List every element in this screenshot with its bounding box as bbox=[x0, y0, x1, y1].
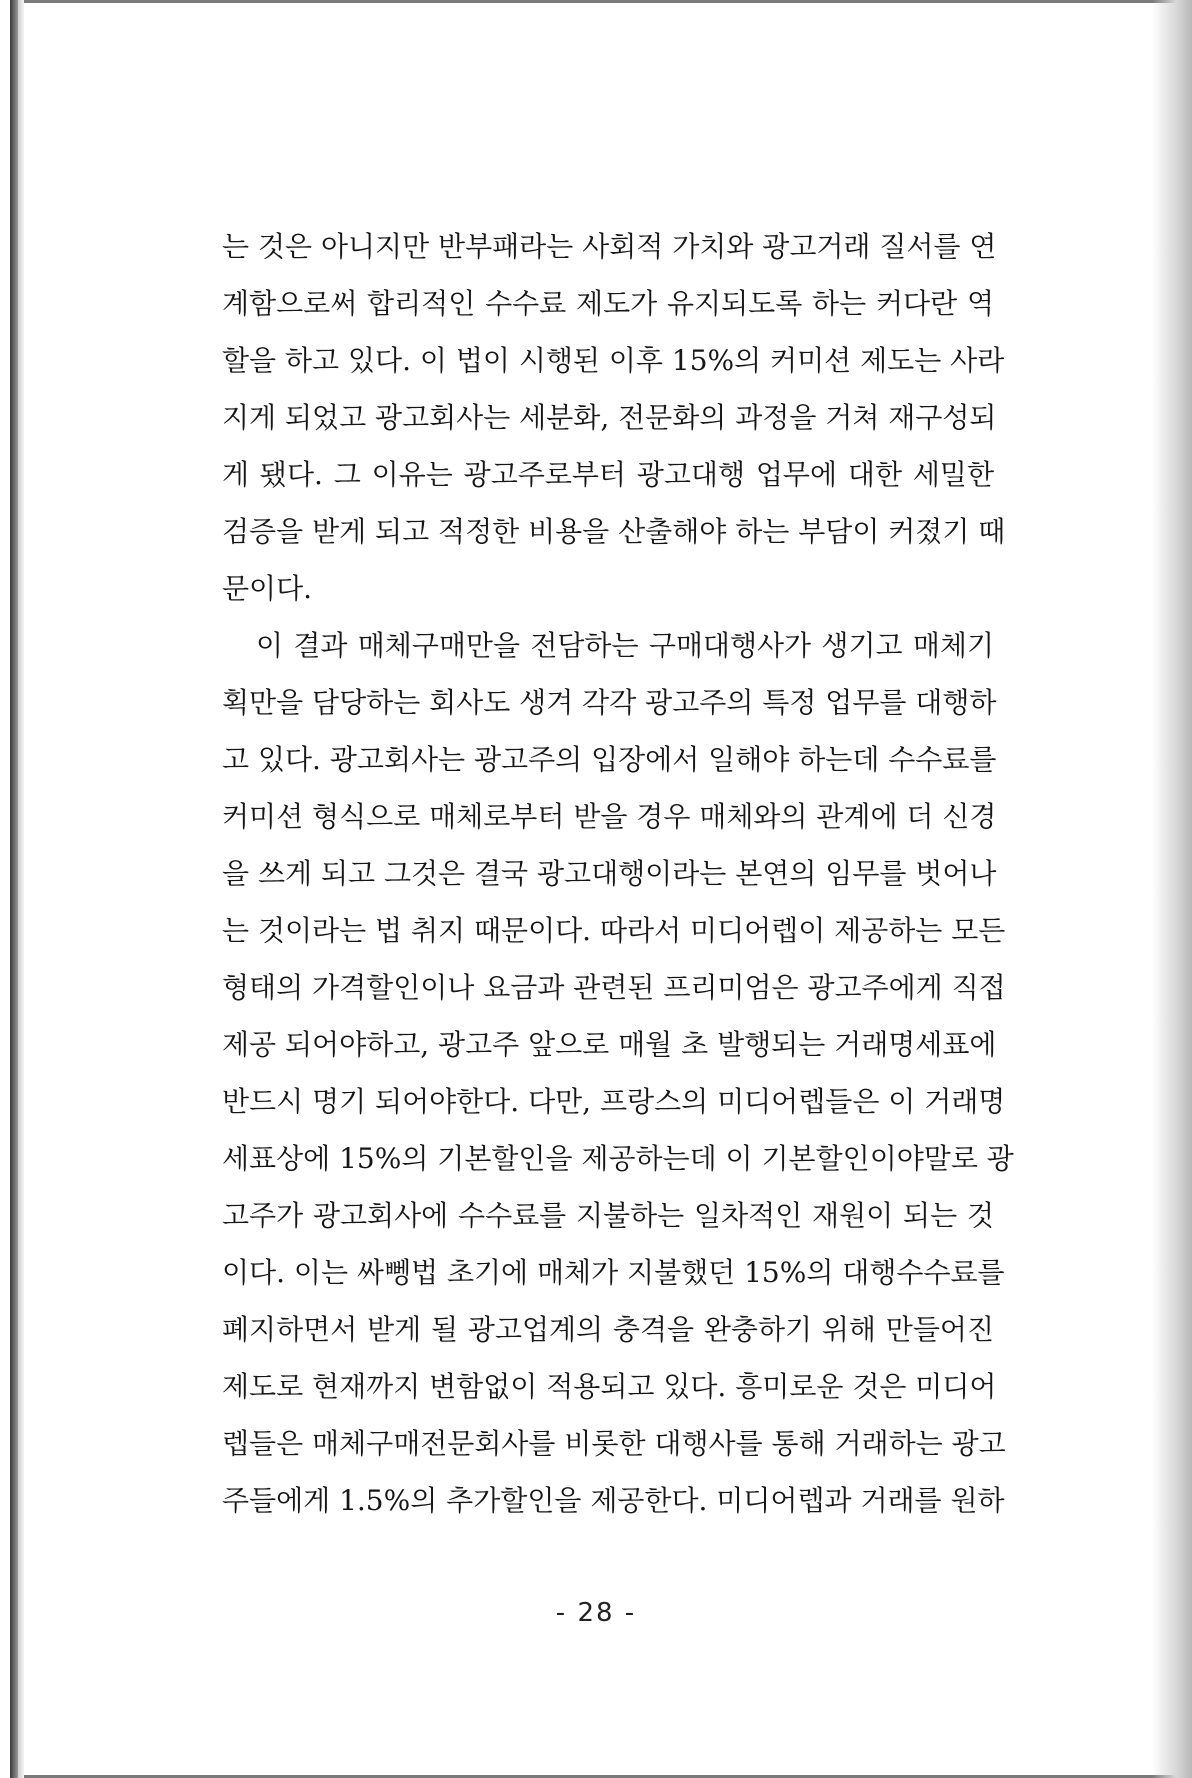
text-line: 세표상에 15%의 기본할인을 제공하는데 이 기본할인이야말로 광 bbox=[222, 1142, 1014, 1175]
text-line: 문이다. bbox=[222, 572, 313, 605]
text-line: 이다. 이는 싸뼁법 초기에 매체가 지불했던 15%의 대행수수료를 bbox=[222, 1256, 1005, 1289]
text-line: 렙들은 매체구매전문회사를 비롯한 대행사를 통해 거래하는 광고 bbox=[222, 1427, 1006, 1460]
text-line: 는 것은 아니지만 반부패라는 사회적 가치와 광고거래 질서를 연 bbox=[222, 230, 997, 263]
text-line: 커미션 형식으로 매체로부터 받을 경우 매체와의 관계에 더 신경 bbox=[222, 800, 997, 833]
text-line: 주들에게 1.5%의 추가할인을 제공한다. 미디어렙과 거래를 원하 bbox=[222, 1484, 1005, 1517]
text-line: 할을 하고 있다. 이 법이 시행된 이후 15%의 커미션 제도는 사라 bbox=[222, 344, 1005, 377]
text-line: 계함으로써 합리적인 수수료 제도가 유지되도록 하는 커다란 역 bbox=[222, 287, 994, 320]
text-line: 지게 되었고 광고회사는 세분화, 전문화의 과정을 거쳐 재구성되 bbox=[222, 401, 997, 434]
paragraph bbox=[222, 617, 1014, 1529]
text-line: 고 있다. 광고회사는 광고주의 입장에서 일해야 하는데 수수료를 bbox=[222, 743, 997, 776]
text-line: 형태의 가격할인이나 요금과 관련된 프리미엄은 광고주에게 직접 bbox=[222, 971, 1006, 1004]
page-top-edge bbox=[10, 0, 1192, 3]
text-line: 검증을 받게 되고 적정한 비용을 산출해야 하는 부담이 커졌기 때 bbox=[222, 515, 1006, 548]
page-number: - 28 - bbox=[555, 1598, 637, 1628]
body-text bbox=[222, 218, 1014, 1529]
text-line: 제도로 현재까지 변함없이 적용되고 있다. 흥미로운 것은 미디어 bbox=[222, 1370, 997, 1403]
text-line: 을 쓰게 되고 그것은 결국 광고대행이라는 본연의 임무를 벗어나 bbox=[222, 857, 997, 890]
paragraph bbox=[222, 218, 1006, 617]
text-line: 고주가 광고회사에 수수료를 지불하는 일차적인 재원이 되는 것 bbox=[222, 1199, 994, 1232]
text-line: 획만을 담당하는 회사도 생겨 각각 광고주의 특정 업무를 대행하 bbox=[222, 686, 997, 719]
book-spine-highlight bbox=[18, 0, 24, 1778]
book-spine bbox=[10, 0, 18, 1778]
text-line: 이 결과 매체구매만을 전담하는 구매대행사가 생기고 매체기 bbox=[256, 629, 994, 662]
text-line: 폐지하면서 받게 될 광고업계의 충격을 완충하기 위해 만들어진 bbox=[222, 1313, 994, 1346]
text-line: 반드시 명기 되어야한다. 다만, 프랑스의 미디어렙들은 이 거래명 bbox=[222, 1085, 1006, 1118]
text-line: 게 됐다. 그 이유는 광고주로부터 광고대행 업무에 대한 세밀한 bbox=[222, 458, 994, 491]
page-curl-shadow bbox=[1152, 0, 1192, 1778]
text-line: 제공 되어야하고, 광고주 앞으로 매월 초 발행되는 거래명세표에 bbox=[222, 1028, 997, 1061]
text-line: 는 것이라는 법 취지 때문이다. 따라서 미디어렙이 제공하는 모든 bbox=[222, 914, 1006, 947]
